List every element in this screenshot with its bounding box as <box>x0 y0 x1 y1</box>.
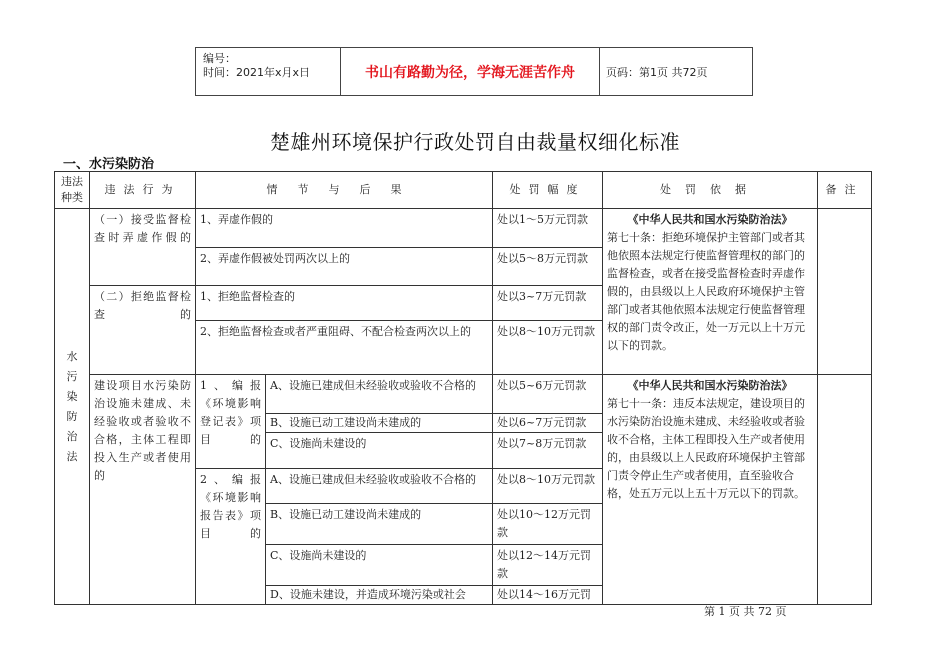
category-text: 水污染防治法 <box>66 349 78 463</box>
circ-cell: A、设施已建成但未经验收或验收不合格的 <box>266 375 493 414</box>
table-row <box>55 375 872 414</box>
remark-cell-2 <box>818 375 872 605</box>
penalty-table <box>54 171 872 605</box>
table-header-row <box>55 172 872 209</box>
penalty-cell: 处以8～10万元罚款 <box>493 321 603 375</box>
header-page-info: 页码：第1页 共72页 <box>606 65 708 79</box>
page-footer: 第 1 页 共 72 页 <box>704 605 787 618</box>
header-circumstance: 情节与后果 <box>196 172 493 209</box>
act-cell-1: （一）接受监督检查时弄虚作假的 <box>90 209 196 286</box>
penalty-cell: 处以3~7万元罚款 <box>493 286 603 321</box>
penalty-cell: 处以1～5万元罚款 <box>493 209 603 248</box>
penalty-cell: 处以12～14万元罚款 <box>493 545 603 586</box>
circ-cell: C、设施尚未建设的 <box>266 433 493 469</box>
circ-cell: 2、弄虚作假被处罚两次以上的 <box>196 248 493 286</box>
basis-cell-1 <box>603 209 818 375</box>
penalty-cell: 处以6~7万元罚款 <box>493 414 603 433</box>
penalty-cell: 处以14～16万元罚 <box>493 586 603 605</box>
circ-cell: B、设施已动工建设尚未建成的 <box>266 414 493 433</box>
circ-cell: D、设施未建设，并造成环境污染或社会 <box>266 586 493 605</box>
penalty-cell: 处以10～12万元罚款 <box>493 504 603 545</box>
header-meta <box>196 48 341 95</box>
document-title: 楚雄州环境保护行政处罚自由裁量权细化标准 <box>270 130 680 154</box>
section-title: 一、水污染防治 <box>63 157 155 172</box>
act-cell-3: 建设项目水污染防治设施未建成、未经验收或者验收不合格，主体工程即投入生产或者使用的 <box>90 375 196 605</box>
header-penalty: 处罚幅度 <box>493 172 603 209</box>
category-cell <box>55 209 90 605</box>
circ-cell: 1、弄虚作假的 <box>196 209 493 248</box>
basis-law-1: 《中华人民共和国水污染防治法》 <box>627 213 793 226</box>
circ-cell: B、设施已动工建设尚未建成的 <box>266 504 493 545</box>
table-row <box>55 209 872 248</box>
header-slogan: 书山有路勤为径，学海无涯苦作舟 <box>341 48 600 95</box>
circ-cell: A、设施已建成但未经验收或验收不合格的 <box>266 469 493 504</box>
sub-label-2: 2、编报《环境影响报告表》项目的 <box>196 469 266 605</box>
time-label: 时间：2021年x月x日 <box>203 66 311 79</box>
circ-cell: C、设施尚未建设的 <box>266 545 493 586</box>
header-category: 违法种类 <box>55 172 90 209</box>
circ-cell: 1、拒绝监督检查的 <box>196 286 493 321</box>
act-cell-2: （二）拒绝监督检查的 <box>90 286 196 375</box>
penalty-cell: 处以8～10万元罚款 <box>493 469 603 504</box>
header-remark: 备注 <box>818 172 872 209</box>
basis-text-2: 第七十一条：违反本法规定，建设项目的水污染防治设施未建成、未经验收或者验收不合格，主体工程即投入生产或者使用的，由县级以上人民政府环境保护主管部门责令停止生产或者使用，直至验收合格，处五万元以上五十万元以下的罚款。 <box>607 397 805 500</box>
penalty-cell: 处以7~8万元罚款 <box>493 433 603 469</box>
document-header <box>195 47 753 96</box>
number-label: 编号： <box>203 52 236 65</box>
sub-label-1: 1、编报《环境影响登记表》项目的 <box>196 375 266 469</box>
basis-cell-2 <box>603 375 818 605</box>
basis-text-1: 第七十条：拒绝环境保护主管部门或者其他依照本法规定行使监督管理权的部门的监督检查，或者在接受监督检查时弄虚作假的，由县级以上人民政府环境保护主管部门或者其他依照本法规定行使监督管理权的部门责令改正，处一万元以上十万元以下的罚款。 <box>607 231 805 352</box>
header-basis: 处罚依据 <box>603 172 818 209</box>
basis-law-2: 《中华人民共和国水污染防治法》 <box>627 379 793 392</box>
penalty-cell: 处以5~6万元罚款 <box>493 375 603 414</box>
penalty-cell: 处以5～8万元罚款 <box>493 248 603 286</box>
remark-cell-1 <box>818 209 872 375</box>
circ-cell: 2、拒绝监督检查或者严重阻碍、不配合检查两次以上的 <box>196 321 493 375</box>
header-act: 违法行为 <box>90 172 196 209</box>
